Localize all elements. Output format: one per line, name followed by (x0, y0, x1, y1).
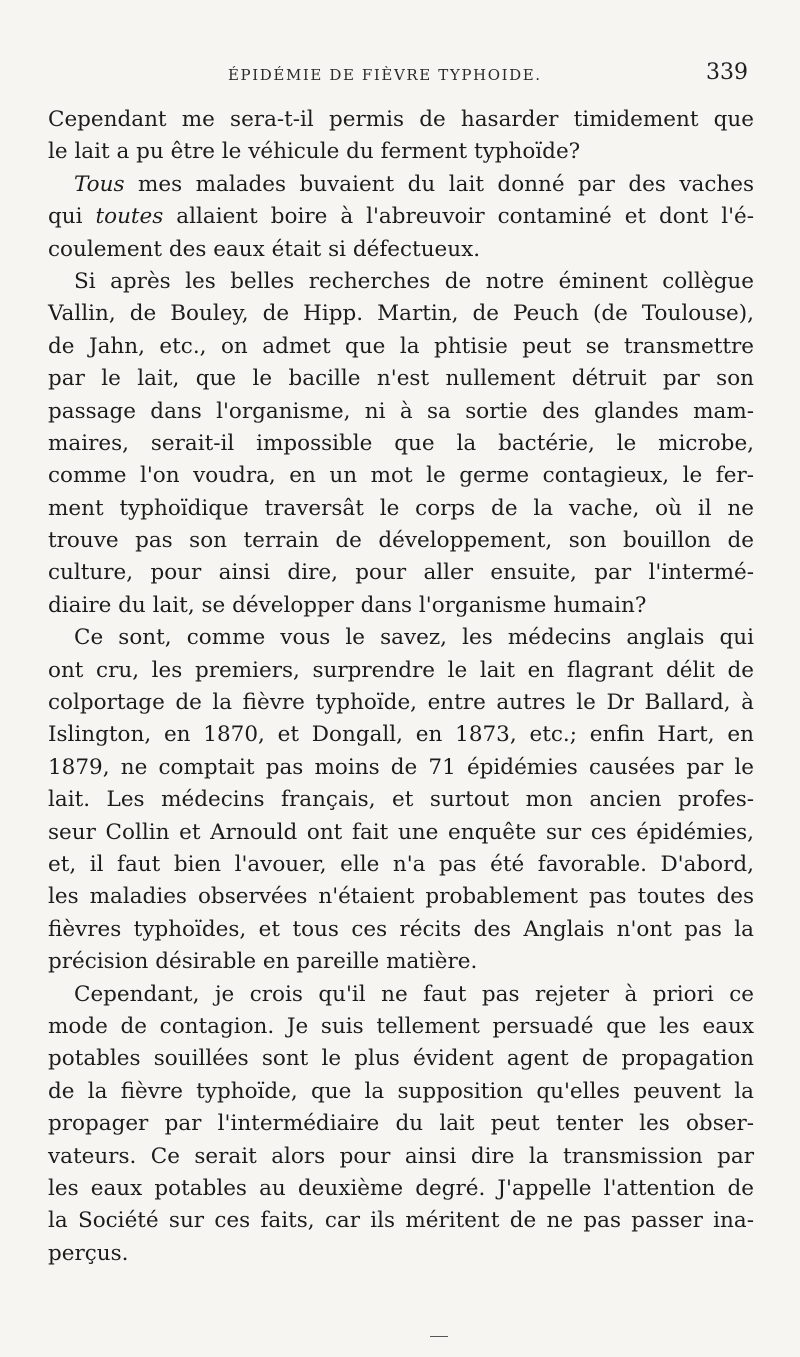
text-line: les maladies observées n'étaient probablement pas toutes des (48, 884, 754, 910)
text-line: par le lait, que le bacille n'est nullement détruit par son (48, 366, 754, 392)
text-line: fièvres typhoïdes, et tous ces récits des Anglais n'ont pas la (48, 916, 754, 942)
text-line: Vallin, de Bouley, de Hipp. Martin, de Peuch (de Toulouse), (48, 301, 754, 327)
text-line: maires, serait-il impossible que la bactérie, le microbe, (48, 430, 754, 456)
text-line: Tous mes malades buvaient du lait donné par des vaches (74, 171, 754, 197)
text-line: la Société sur ces faits, car ils méritent de ne pas passer ina- (48, 1208, 754, 1234)
running-title: ÉPIDÉMIE DE FIÈVRE TYPHOIDE. (228, 66, 542, 84)
body-text (48, 104, 754, 1270)
text-line: colportage de la fièvre typhoïde, entre autres le Dr Ballard, à (48, 690, 754, 716)
text-line: Cependant, je crois qu'il ne faut pas rejeter à priori ce (74, 981, 754, 1007)
text-line: coulement des eaux était si défectueux. (48, 236, 481, 262)
text-line: de Jahn, etc., on admet que la phtisie peut se transmettre (48, 333, 754, 359)
text-line: Ce sont, comme vous le savez, les médecins anglais qui (74, 625, 754, 651)
text-line: comme l'on voudra, en un mot le germe contagieux, le fer- (48, 463, 754, 489)
text-line: ont cru, les premiers, surprendre le lait en flagrant délit de (48, 657, 754, 683)
text-line: passage dans l'organisme, ni à sa sortie des glandes mam- (48, 398, 754, 424)
text-line: le lait a pu être le véhicule du ferment typhoïde? (48, 139, 581, 165)
text-line: culture, pour ainsi dire, pour aller ensuite, par l'intermé- (48, 560, 754, 586)
text-line: mode de contagion. Je suis tellement persuadé que les eaux (48, 1013, 754, 1039)
text-line: Cependant me sera-t-il permis de hasarder timidement que (48, 107, 754, 132)
text-line: qui toutes allaient boire à l'abreuvoir contaminé et dont l'é- (48, 204, 755, 230)
text-line: diaire du lait, se développer dans l'organisme humain? (48, 592, 647, 618)
text-line: 1879, ne comptait pas moins de 71 épidémies causées par le (48, 754, 754, 780)
text-line: de la fièvre typhoïde, que la supposition qu'elles peuvent la (48, 1078, 754, 1104)
page-number: 339 (706, 60, 748, 85)
text-line: seur Collin et Arnould ont fait une enquête sur ces épidémies, (48, 819, 754, 845)
text-line: vateurs. Ce serait alors pour ainsi dire la transmission par (48, 1143, 754, 1169)
footer-mark (430, 1336, 448, 1337)
page-header (48, 60, 750, 96)
text-line: ment typhoïdique traversât le corps de la vache, où il ne (48, 495, 754, 521)
text-line: potables souillées sont le plus évident agent de propagation (48, 1046, 754, 1072)
text-line: Islington, en 1870, et Dongall, en 1873, etc.; enfin Hart, en (48, 722, 754, 748)
text-line: Si après les belles recherches de notre éminent collègue (74, 268, 754, 294)
text-line: et, il faut bien l'avouer, elle n'a pas été favorable. D'abord, (48, 851, 754, 877)
text-line: lait. Les médecins français, et surtout mon ancien profes- (48, 787, 754, 813)
text-line: précision désirable en pareille matière. (48, 949, 478, 975)
text-line: propager par l'intermédiaire du lait peut tenter les obser- (48, 1111, 754, 1137)
text-line: trouve pas son terrain de développement, son bouillon de (48, 528, 754, 554)
text-line: perçus. (48, 1240, 129, 1266)
text-line: les eaux potables au deuxième degré. J'appelle l'attention de (48, 1175, 754, 1201)
